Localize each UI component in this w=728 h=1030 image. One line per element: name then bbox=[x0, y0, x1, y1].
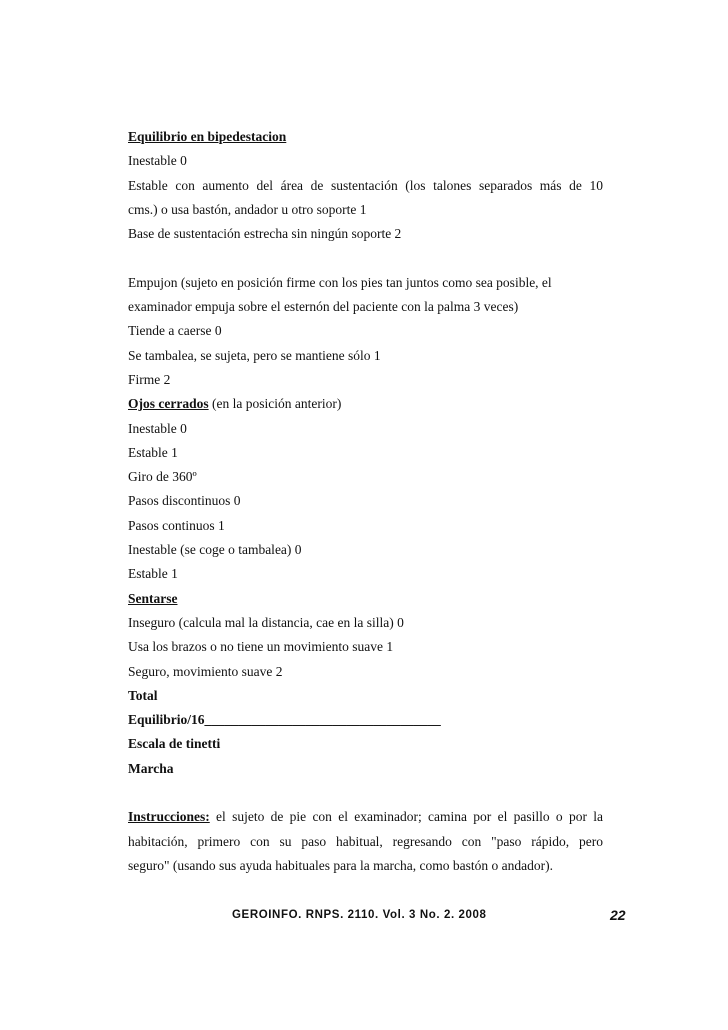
section-heading-ojos-cerrados-row bbox=[128, 392, 603, 416]
score-option: Pasos discontinuos 0 bbox=[128, 493, 241, 509]
score-option: Seguro, movimiento suave 2 bbox=[128, 663, 283, 679]
section-heading-note: (en la posición anterior) bbox=[208, 396, 342, 412]
marcha-title: Marcha bbox=[128, 760, 174, 776]
score-option: Estable 1 bbox=[128, 566, 178, 582]
page-footer bbox=[0, 909, 728, 929]
section-heading-sentarse: Sentarse bbox=[128, 590, 178, 606]
score-option-line: cms.) o usa bastón, andador u otro soporte 1 bbox=[128, 201, 367, 217]
page-number: 22 bbox=[610, 907, 626, 923]
score-option: Estable 1 bbox=[128, 444, 178, 460]
paragraph-spacer bbox=[128, 781, 603, 805]
instructions-text: el sujeto de pie con el examinador; camina por el pasillo o por la bbox=[209, 809, 603, 825]
section-heading-ojos-cerrados: Ojos cerrados bbox=[128, 396, 209, 412]
score-option: Pasos continuos 1 bbox=[128, 517, 225, 533]
score-option: Base de sustentación estrecha sin ningún soporte 2 bbox=[128, 226, 402, 242]
instructions-label: Instrucciones: bbox=[128, 809, 210, 825]
scale-title: Escala de tinetti bbox=[128, 736, 221, 752]
instructions-line: habitación, primero con su paso habitual, regresando con "paso rápido, pero bbox=[128, 833, 603, 849]
instructions-line: seguro" (usando sus ayuda habituales para la marcha, como bastón o andador). bbox=[128, 857, 553, 873]
section-heading-giro: Giro de 360º bbox=[128, 469, 197, 485]
total-label: Total bbox=[128, 687, 158, 703]
score-option: Inestable 0 bbox=[128, 153, 187, 169]
score-option-line: Estable con aumento del área de sustentación (los talones separados más de 10 bbox=[128, 177, 603, 193]
score-option: Inseguro (calcula mal la distancia, cae en la silla) 0 bbox=[128, 614, 404, 630]
instructions-line bbox=[128, 805, 603, 829]
journal-citation: GEROINFO. RNPS. 2110. Vol. 3 No. 2. 2008 bbox=[232, 909, 487, 921]
section-heading-empujon: Empujon (sujeto en posición firme con los pies tan juntos como sea posible, el bbox=[128, 274, 552, 290]
score-option: Inestable 0 bbox=[128, 420, 187, 436]
score-option: Firme 2 bbox=[128, 371, 171, 387]
document-body bbox=[128, 125, 603, 878]
score-option: Inestable (se coge o tambalea) 0 bbox=[128, 542, 302, 558]
score-option: Tiende a caerse 0 bbox=[128, 323, 222, 339]
equilibrio-score-field: Equilibrio/16___________________________________ bbox=[128, 712, 441, 728]
paragraph-spacer bbox=[128, 246, 603, 270]
score-option: Usa los brazos o no tiene un movimiento suave 1 bbox=[128, 639, 394, 655]
score-option: Se tambalea, se sujeta, pero se mantiene sólo 1 bbox=[128, 347, 381, 363]
section-heading-equilibrio-bipedestacion: Equilibrio en bipedestacion bbox=[128, 129, 287, 144]
section-description-line: examinador empuja sobre el esternón del paciente con la palma 3 veces) bbox=[128, 299, 519, 315]
